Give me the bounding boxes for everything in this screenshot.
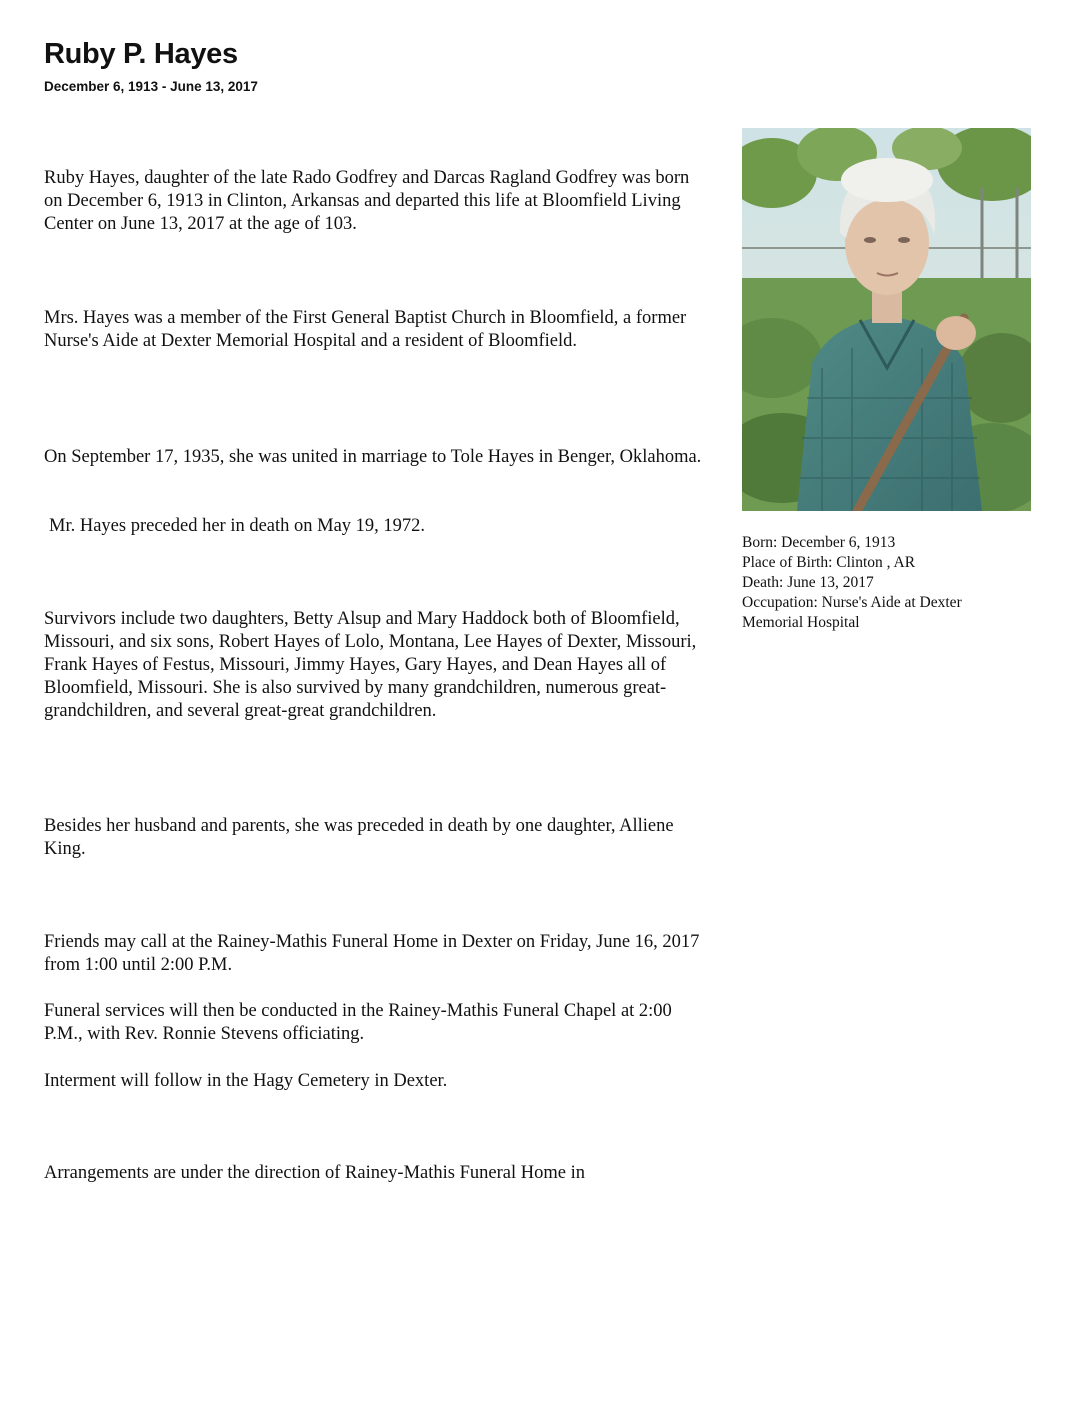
paragraph-visitation: Friends may call at the Rainey-Mathis Funeral Home in Dexter on Friday, June 16, 2017 from 1:00 until 2:00 P.M. — [44, 932, 700, 975]
paragraph-preceded: Besides her husband and parents, she was preceded in death by one daughter, Alliene King. — [44, 816, 674, 859]
paragraph-services: Funeral services will then be conducted in the Rainey-Mathis Funeral Chapel at 2:00 P.M., with Rev. Ronnie Stevens officiating. — [44, 1001, 672, 1044]
paragraph-marriage: On September 17, 1935, she was united in marriage to Tole Hayes in Benger, Oklahoma. — [44, 447, 702, 467]
obituary-name: Ruby P. Hayes — [44, 38, 238, 70]
paragraph-survivors: Survivors include two daughters, Betty Alsup and Mary Haddock both of Bloomfield, Missouri, and six sons, Robert Hayes of Lolo, Montana, Lee Hayes of Dexter, Missouri, Frank Hayes of Festus, Missouri, Jimmy Hayes, Gary Hayes, and Dean Hayes all of Bloomfield, Missouri. She is also survived by many grandchildren, numerous great-grandchildren, and several great-great grandchildren. — [44, 609, 697, 721]
portrait-photo — [742, 128, 1031, 511]
paragraph-birth: Ruby Hayes, daughter of the late Rado Godfrey and Darcas Ragland Godfrey was born on December 6, 1913 in Clinton, Arkansas and departed this life at Bloomfield Living Center on June 13, 2017 at the age of 103. — [44, 168, 690, 234]
paragraph-interment: Interment will follow in the Hagy Cemetery in Dexter. — [44, 1071, 448, 1091]
paragraph-husband-death: Mr. Hayes preceded her in death on May 19, 1972. — [49, 516, 426, 536]
fact-occupation-continued: Memorial Hospital — [742, 614, 860, 631]
vital-facts — [742, 533, 1062, 633]
fact-death: Death: June 13, 2017 — [742, 574, 874, 591]
fact-occupation: Occupation: Nurse's Aide at Dexter — [742, 594, 962, 611]
fact-born: Born: December 6, 1913 — [742, 534, 896, 551]
fact-birthplace: Place of Birth: Clinton , AR — [742, 554, 916, 571]
paragraph-arrangements: Arrangements are under the direction of Rainey-Mathis Funeral Home in — [44, 1163, 585, 1183]
life-dates: December 6, 1913 - June 13, 2017 — [44, 79, 258, 94]
paragraph-membership: Mrs. Hayes was a member of the First General Baptist Church in Bloomfield, a former Nurse's Aide at Dexter Memorial Hospital and a resident of Bloomfield. — [44, 308, 687, 351]
